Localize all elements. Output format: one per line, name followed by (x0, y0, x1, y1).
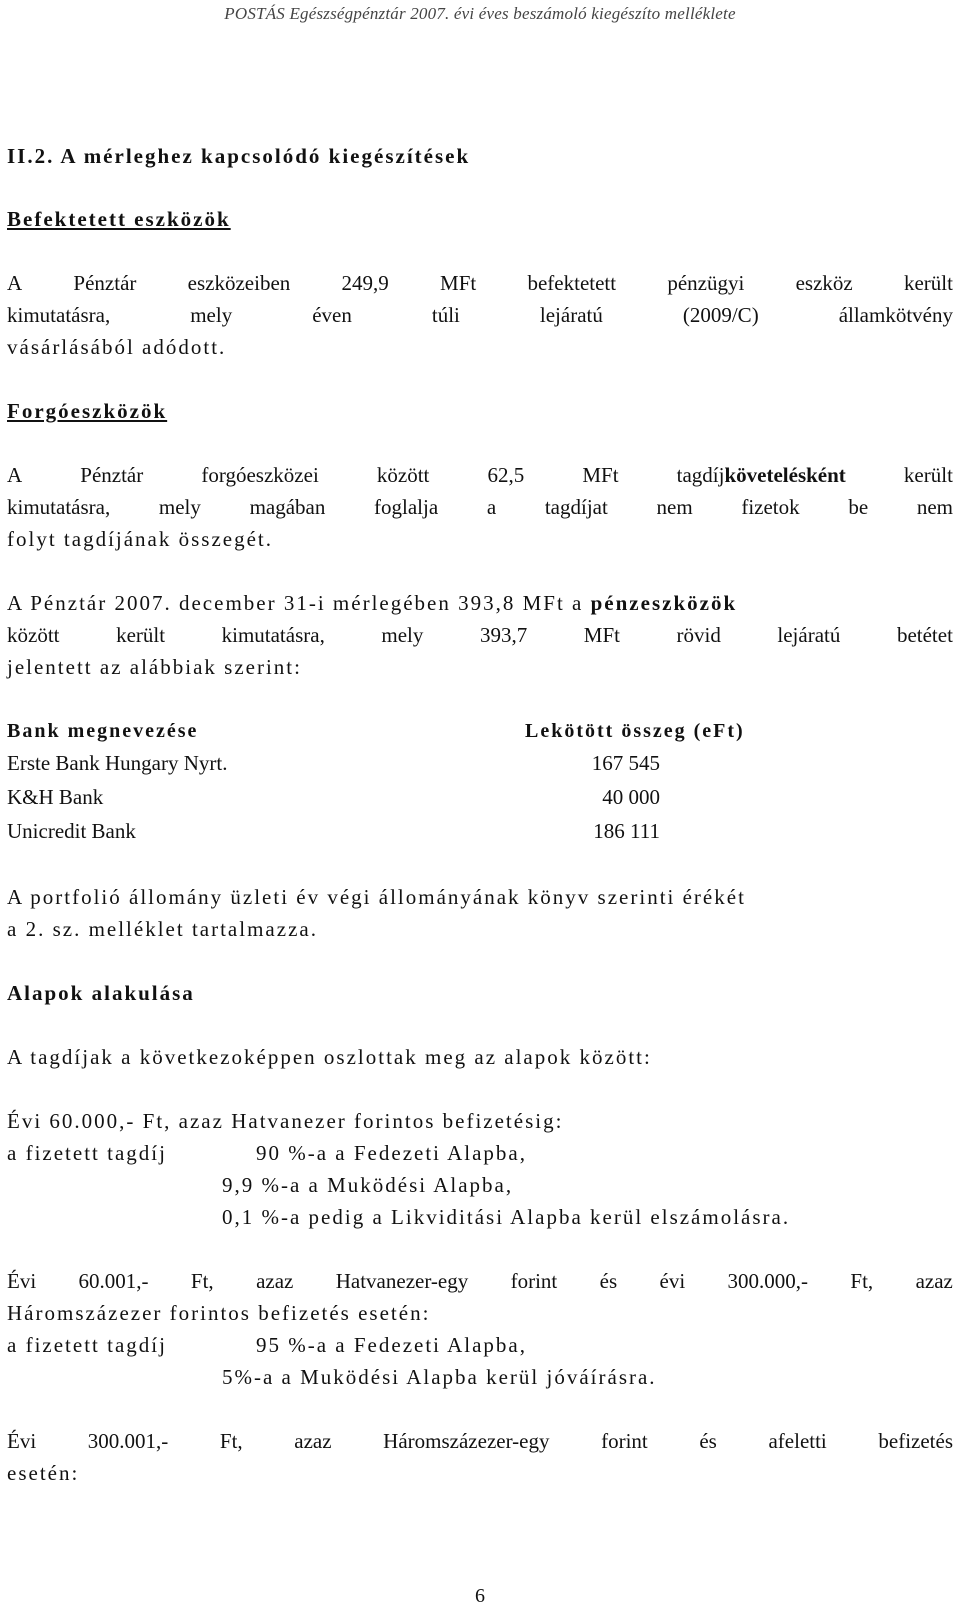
alapok-b2-line-1: Évi 60.001,- Ft, azaz Hatvanezer-egy forint és évi 300.000,- Ft, azaz (7, 1269, 953, 1293)
alapok-b2-line-2: Háromszázezer forintos befizetés esetén: (7, 1301, 431, 1325)
alapok-b2-line-4: 5%-a a Muködési Alapba kerül jóváírásra. (222, 1365, 657, 1389)
page-number: 6 (475, 1585, 485, 1607)
forgo-line-3: folyt tagdíjának összegét. (7, 527, 274, 551)
alapok-b2-line-3: 95 %-a a Fedezeti Alapba, (256, 1333, 527, 1357)
befektetett-line-3: vásárlásából adódott. (7, 335, 227, 359)
bank-row-name: K&H Bank (7, 785, 104, 809)
alapok-b1-line-2-prefix: a fizetett tagdíj (7, 1141, 167, 1165)
alapok-b1-line-1: Évi 60.000,- Ft, azaz Hatvanezer forintos befizetésig: (7, 1109, 564, 1133)
forgo-p2-line-2: között került kimutatásra, mely 393,7 MFt rövid lejáratú betétet (7, 623, 953, 647)
befektetett-line-1: A Pénztár eszközeiben 249,9 MFt befektetett pénzügyi eszköz került (7, 271, 953, 295)
alapok-b3-line-1: Évi 300.001,- Ft, azaz Háromszázezer-egy forint és afeletti befizetés (7, 1429, 953, 1453)
bank-row-name: Unicredit Bank (7, 819, 136, 843)
portfolio-line-2: a 2. sz. melléklet tartalmazza. (7, 917, 318, 941)
alapok-b3-line-2: esetén: (7, 1461, 80, 1485)
befektetett-line-2: kimutatásra, mely éven túli lejáratú (2009/C) államkötvény (7, 303, 953, 327)
bank-row-amount: 186 111 (593, 819, 660, 843)
heading-befektetett: Befektetett eszközök (7, 207, 231, 231)
portfolio-line-1: A portfolió állomány üzleti év végi állományának könyv szerinti érékét (7, 885, 746, 909)
document-header: POSTÁS Egészségpénztár 2007. évi éves beszámoló kiegészíto melléklete (224, 4, 736, 23)
forgo-line-2: kimutatásra, mely magában foglalja a tagdíjat nem fizetok be nem (7, 495, 953, 519)
forgo-p2-line-3: jelentett az alábbiak szerint: (7, 655, 302, 679)
alapok-b1-line-3: 9,9 %-a a Muködési Alapba, (222, 1173, 514, 1197)
alapok-b2-line-3-prefix: a fizetett tagdíj (7, 1333, 167, 1357)
bank-table-header-amount: Lekötött összeg (eFt) (525, 720, 745, 742)
bank-row-amount: 40 000 (602, 785, 660, 809)
heading-forgo: Forgóeszközök (7, 399, 168, 423)
bank-table-header-name: Bank megnevezése (7, 720, 199, 742)
forgo-p2-line-1: A Pénztár 2007. december 31-i mérlegében 393,8 MFt a pénzeszközök (7, 591, 738, 615)
section-title: II.2. A mérleghez kapcsolódó kiegészítések (7, 144, 471, 168)
bank-row-amount: 167 545 (591, 751, 660, 775)
alapok-b1-line-4: 0,1 %-a pedig a Likviditási Alapba kerül elszámolásra. (222, 1205, 791, 1229)
alapok-b1-line-2: 90 %-a a Fedezeti Alapba, (256, 1141, 527, 1165)
heading-alapok: Alapok alakulása (7, 981, 195, 1005)
bank-row-name: Erste Bank Hungary Nyrt. (7, 751, 228, 775)
alapok-intro: A tagdíjak a következoképpen oszlottak meg az alapok között: (7, 1045, 652, 1069)
forgo-line-1: A Pénztár forgóeszközei között 62,5 MFt tagdíjkövetelésként került (7, 463, 953, 487)
